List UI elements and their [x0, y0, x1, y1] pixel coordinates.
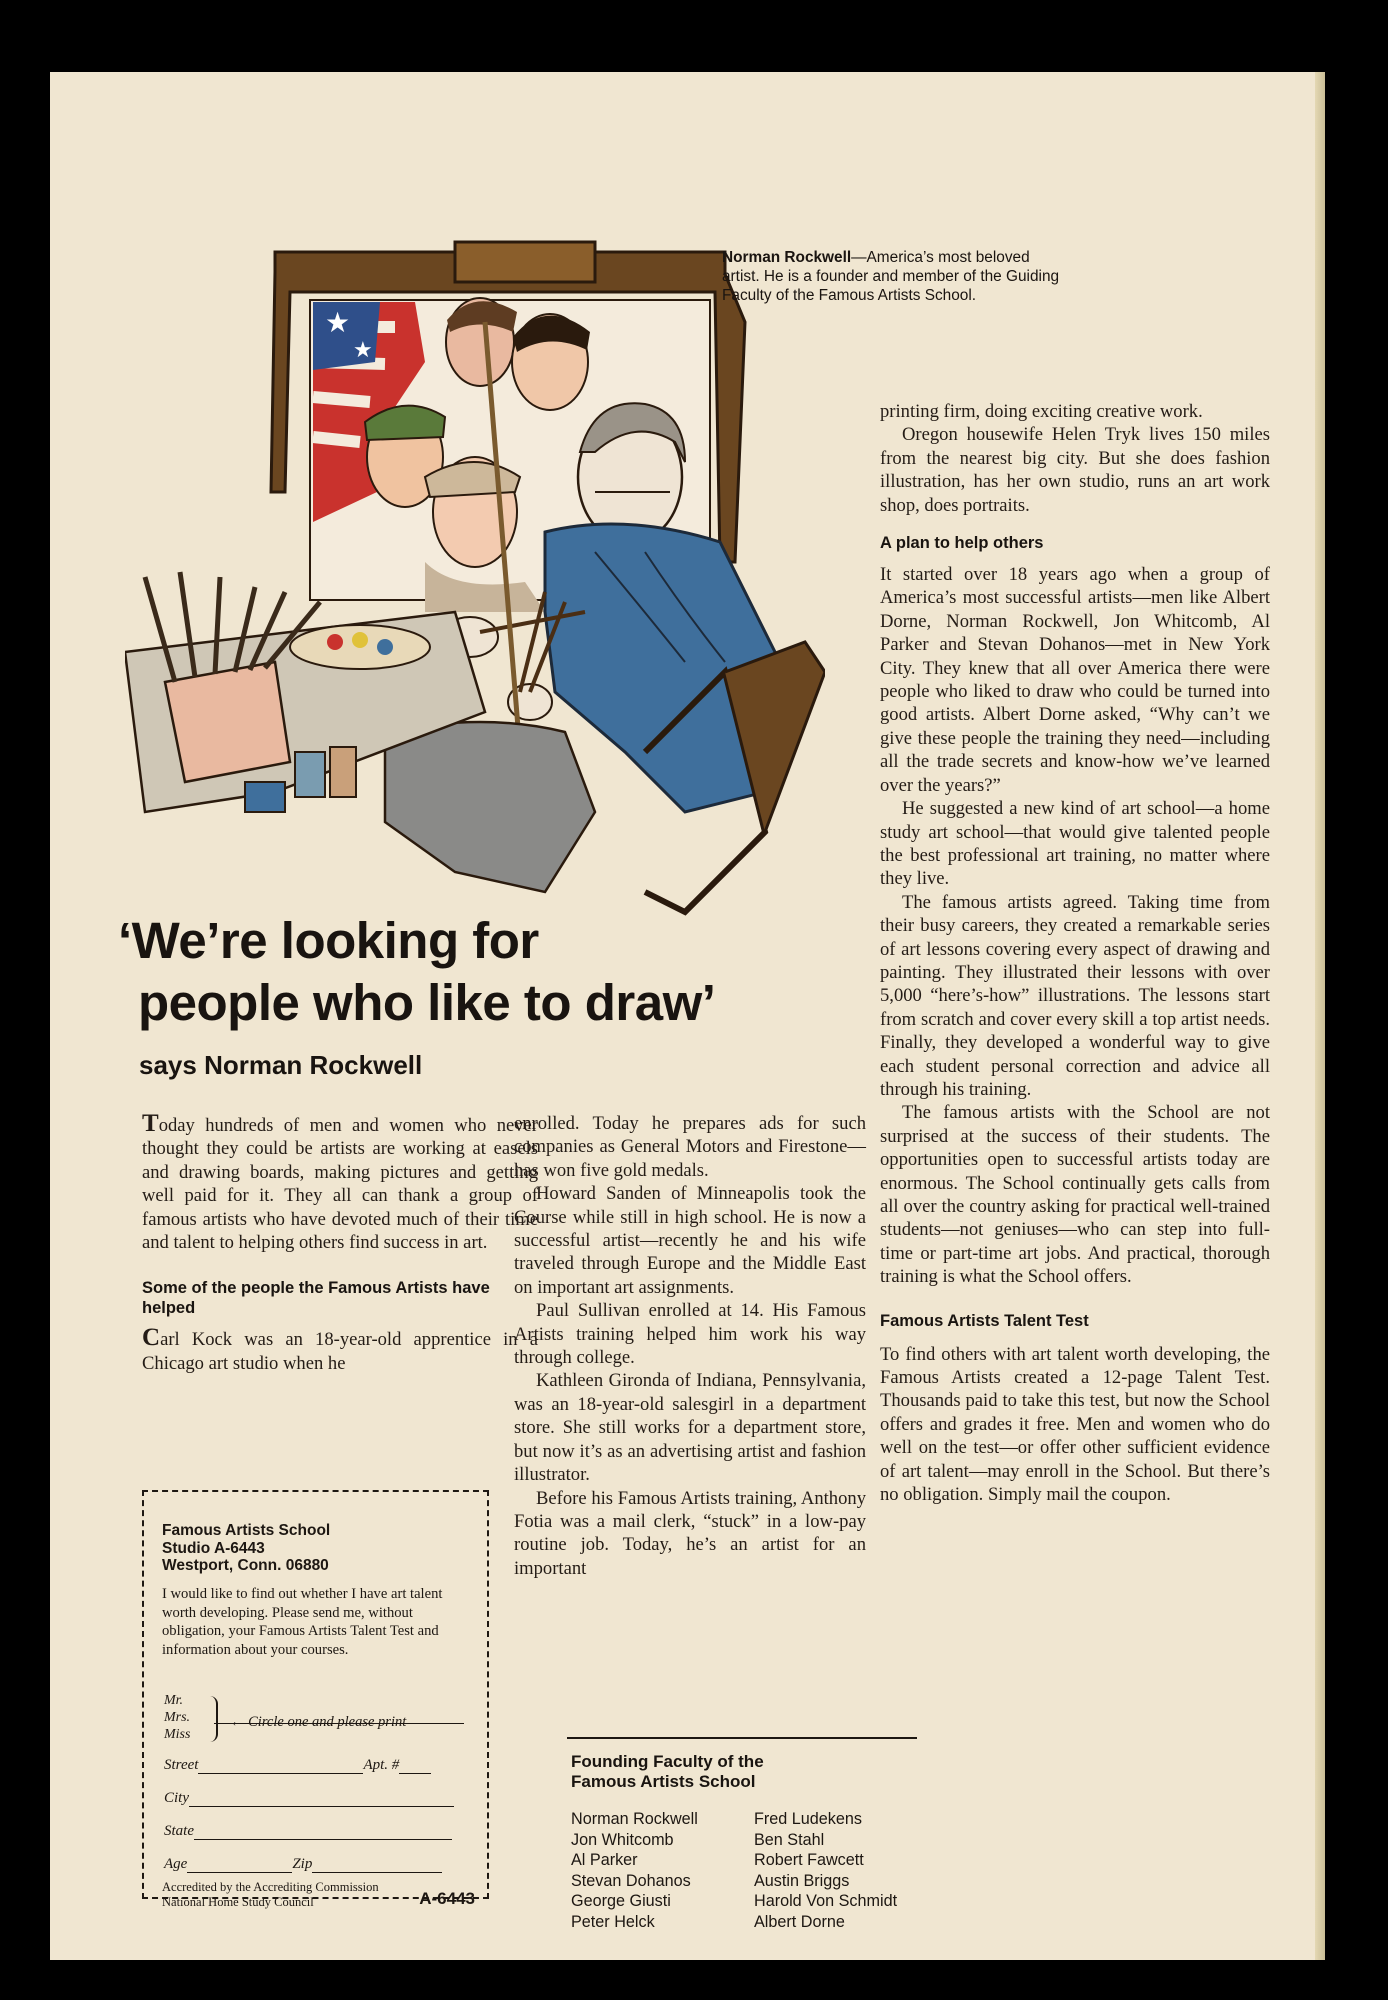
- headline-line-2: people who like to draw’: [138, 974, 716, 1031]
- street-field[interactable]: [164, 1757, 464, 1774]
- faculty-member: Fred Ludekens: [754, 1810, 862, 1828]
- faculty-title-line-2: Famous Artists School: [571, 1772, 756, 1791]
- faculty-member: Albert Dorne: [754, 1912, 845, 1931]
- col2-paragraph-3: Paul Sullivan enrolled at 14. His Famous Artists training helped him work his way through college.: [514, 1300, 866, 1369]
- state-label: State: [164, 1823, 194, 1839]
- column-1: [142, 1112, 538, 1375]
- col2-paragraph-1: enrolled. Today he prepares ads for such companies as General Motors and Firestone—has won five gold medals.: [514, 1113, 866, 1181]
- caption-text: —America’s most beloved artist. He is a founder and member of the Guiding Faculty of the Famous Artists School.: [722, 249, 1060, 304]
- caption-name: Norman Rockwell: [722, 249, 852, 266]
- faculty-title: [571, 1752, 764, 1792]
- zip-label: Zip: [292, 1856, 313, 1872]
- faculty-member: George Giusti: [571, 1892, 671, 1911]
- subhead: says Norman Rockwell: [139, 1050, 423, 1080]
- col2-paragraph-4: Kathleen Gironda of Indiana, Pennsylvania, was an 18-year-old salesgirl in a department store. She still works for a department store, but now it’s as an advertising artist and fashion illustrator.: [514, 1370, 866, 1486]
- title-mrs[interactable]: Mrs.: [164, 1710, 191, 1725]
- carl-kock-paragraph: Carl Kock was an 18-year-old apprentice in a Chicago art studio when he: [142, 1324, 538, 1374]
- headline-line-1: ‘We’re looking for: [118, 912, 539, 969]
- faculty-member: Jon Whitcomb: [571, 1830, 674, 1849]
- title-options[interactable]: [164, 1692, 190, 1743]
- faculty-list-left: [571, 1809, 698, 1933]
- age-label: Age: [164, 1856, 188, 1872]
- helped-heading: Some of the people the Famous Artists have helped: [142, 1279, 490, 1318]
- accreditation-note: Accredited by the Accrediting Commission National Home Study Council: [162, 1880, 379, 1909]
- street-label: Street: [164, 1757, 199, 1773]
- svg-text:★: ★: [325, 308, 351, 339]
- mail-coupon[interactable]: [142, 1490, 489, 1909]
- faculty-member: Al Parker: [571, 1851, 638, 1870]
- faculty-member: Harold Von Schmidt: [754, 1892, 898, 1911]
- column-2: [514, 1112, 866, 1580]
- name-line[interactable]: [214, 1707, 464, 1724]
- col2-paragraph-5: Before his Famous Artists training, Anthony Fotia was a mail clerk, “stuck” in a low-pay routine job. Today, he’s an artist for an important: [514, 1487, 866, 1579]
- faculty-title-line-1: Founding Faculty of the: [571, 1752, 764, 1771]
- coupon-studio: Studio A-6443: [162, 1539, 265, 1557]
- col3-paragraph-6: The famous artists with the School are not surprised at the success of their students. The opportunities open to successful artists today are enormous. The School continually gets calls from all over the country asking for practical well-trained students—not geniuses—who can step into full-time or part-time art jobs. And practical, thorough training is what the School offers.: [880, 1102, 1270, 1288]
- faculty-member: Robert Fawcett: [754, 1851, 864, 1870]
- faculty-member: Norman Rockwell: [571, 1810, 698, 1828]
- coupon-message: I would like to find out whether I have art talent worth developing. Please send me, without obligation, your Famous Artists Talent Test and information about your courses.: [162, 1586, 443, 1658]
- faculty-divider: [567, 1737, 917, 1739]
- coupon-address: [162, 1522, 330, 1575]
- col3-paragraph-7: To find others with art talent worth developing, the Famous Artists created a 12-page Talent Test. Thousands paid to take this test, but now the School offers and grades it free. Men and women who do well on the test—or offer other sufficient evidence of art talent—may enroll in the School. But there’s no obligation. Simply mail the coupon.: [880, 1343, 1270, 1506]
- faculty-member: Austin Briggs: [754, 1871, 850, 1890]
- city-label: City: [164, 1790, 189, 1806]
- faculty-member: Ben Stahl: [754, 1830, 825, 1849]
- apt-label: Apt. #: [363, 1757, 400, 1773]
- headline: [118, 910, 818, 1034]
- page-edge: [1315, 72, 1325, 1960]
- plan-heading: A plan to help others: [880, 534, 1044, 553]
- faculty-list-right: [754, 1809, 897, 1933]
- column-3: [880, 400, 1270, 1506]
- coupon-code: A-6443: [419, 1889, 475, 1908]
- col3-paragraph-2: Oregon housewife Helen Tryk lives 150 miles from the nearest big city. But she does fashion illustration, has her own studio, runs an art work shop, does portraits.: [880, 424, 1270, 516]
- col3-paragraph-3: It started over 18 years ago when a group of America’s most successful artists—men like Albert Dorne, Norman Rockwell, Jon Whitcomb, Al Parker and Stevan Dohanos—met in New York City. They knew that all over America there were people who liked to draw who could be turned into good artists. Albert Dorne asked, “Why can’t we give these people the training they need—including all the trade secrets and know-how we’ve learned over the years?”: [880, 564, 1270, 796]
- age-zip-field[interactable]: [164, 1856, 464, 1873]
- faculty-member: Peter Helck: [571, 1912, 655, 1931]
- faculty-member: Stevan Dohanos: [571, 1871, 691, 1890]
- coupon-city: Westport, Conn. 06880: [162, 1557, 329, 1574]
- magazine-page: [50, 72, 1325, 1960]
- rockwell-illustration: [125, 192, 825, 962]
- intro-paragraph: Today hundreds of men and women who never thought they could be artists are working at easels and drawing boards, making pictures and getting well paid for it. They all can thank a group of famous artists who have devoted much of their time and talent to helping others find success in art.: [142, 1110, 538, 1254]
- title-miss[interactable]: Miss: [164, 1727, 191, 1742]
- illustration-caption: [722, 248, 1062, 305]
- col3-paragraph-1: printing firm, doing exciting creative work.: [880, 401, 1203, 422]
- city-field[interactable]: [164, 1790, 464, 1807]
- col2-paragraph-2: Howard Sanden of Minneapolis took the Course while still in high school. He is now a successful artist—recently he and his wife traveled through Europe and the Middle East on important art assignments.: [514, 1183, 866, 1298]
- col3-paragraph-4: He suggested a new kind of art school—a home study art school—that would give talented people the best professional art training, no matter where they live.: [880, 798, 1270, 890]
- talent-test-heading: Famous Artists Talent Test: [880, 1311, 1089, 1330]
- state-field[interactable]: [164, 1823, 464, 1840]
- coupon-school: Famous Artists School: [162, 1522, 331, 1539]
- col3-paragraph-5: The famous artists agreed. Taking time from their busy careers, they created a remarkable series of art lessons covering every aspect of drawing and painting. They illustrated their lessons with over 5,000 “here’s-how” illustrations. The lessons start from scratch and cover every skill a top artist needs. Finally, they developed a wonderful way to give each student personal correction and advice all through his training.: [880, 891, 1270, 1100]
- svg-text:★: ★: [353, 337, 373, 362]
- circle-note: ← Circle one and please print: [230, 1714, 407, 1730]
- title-mr[interactable]: Mr.: [164, 1693, 184, 1708]
